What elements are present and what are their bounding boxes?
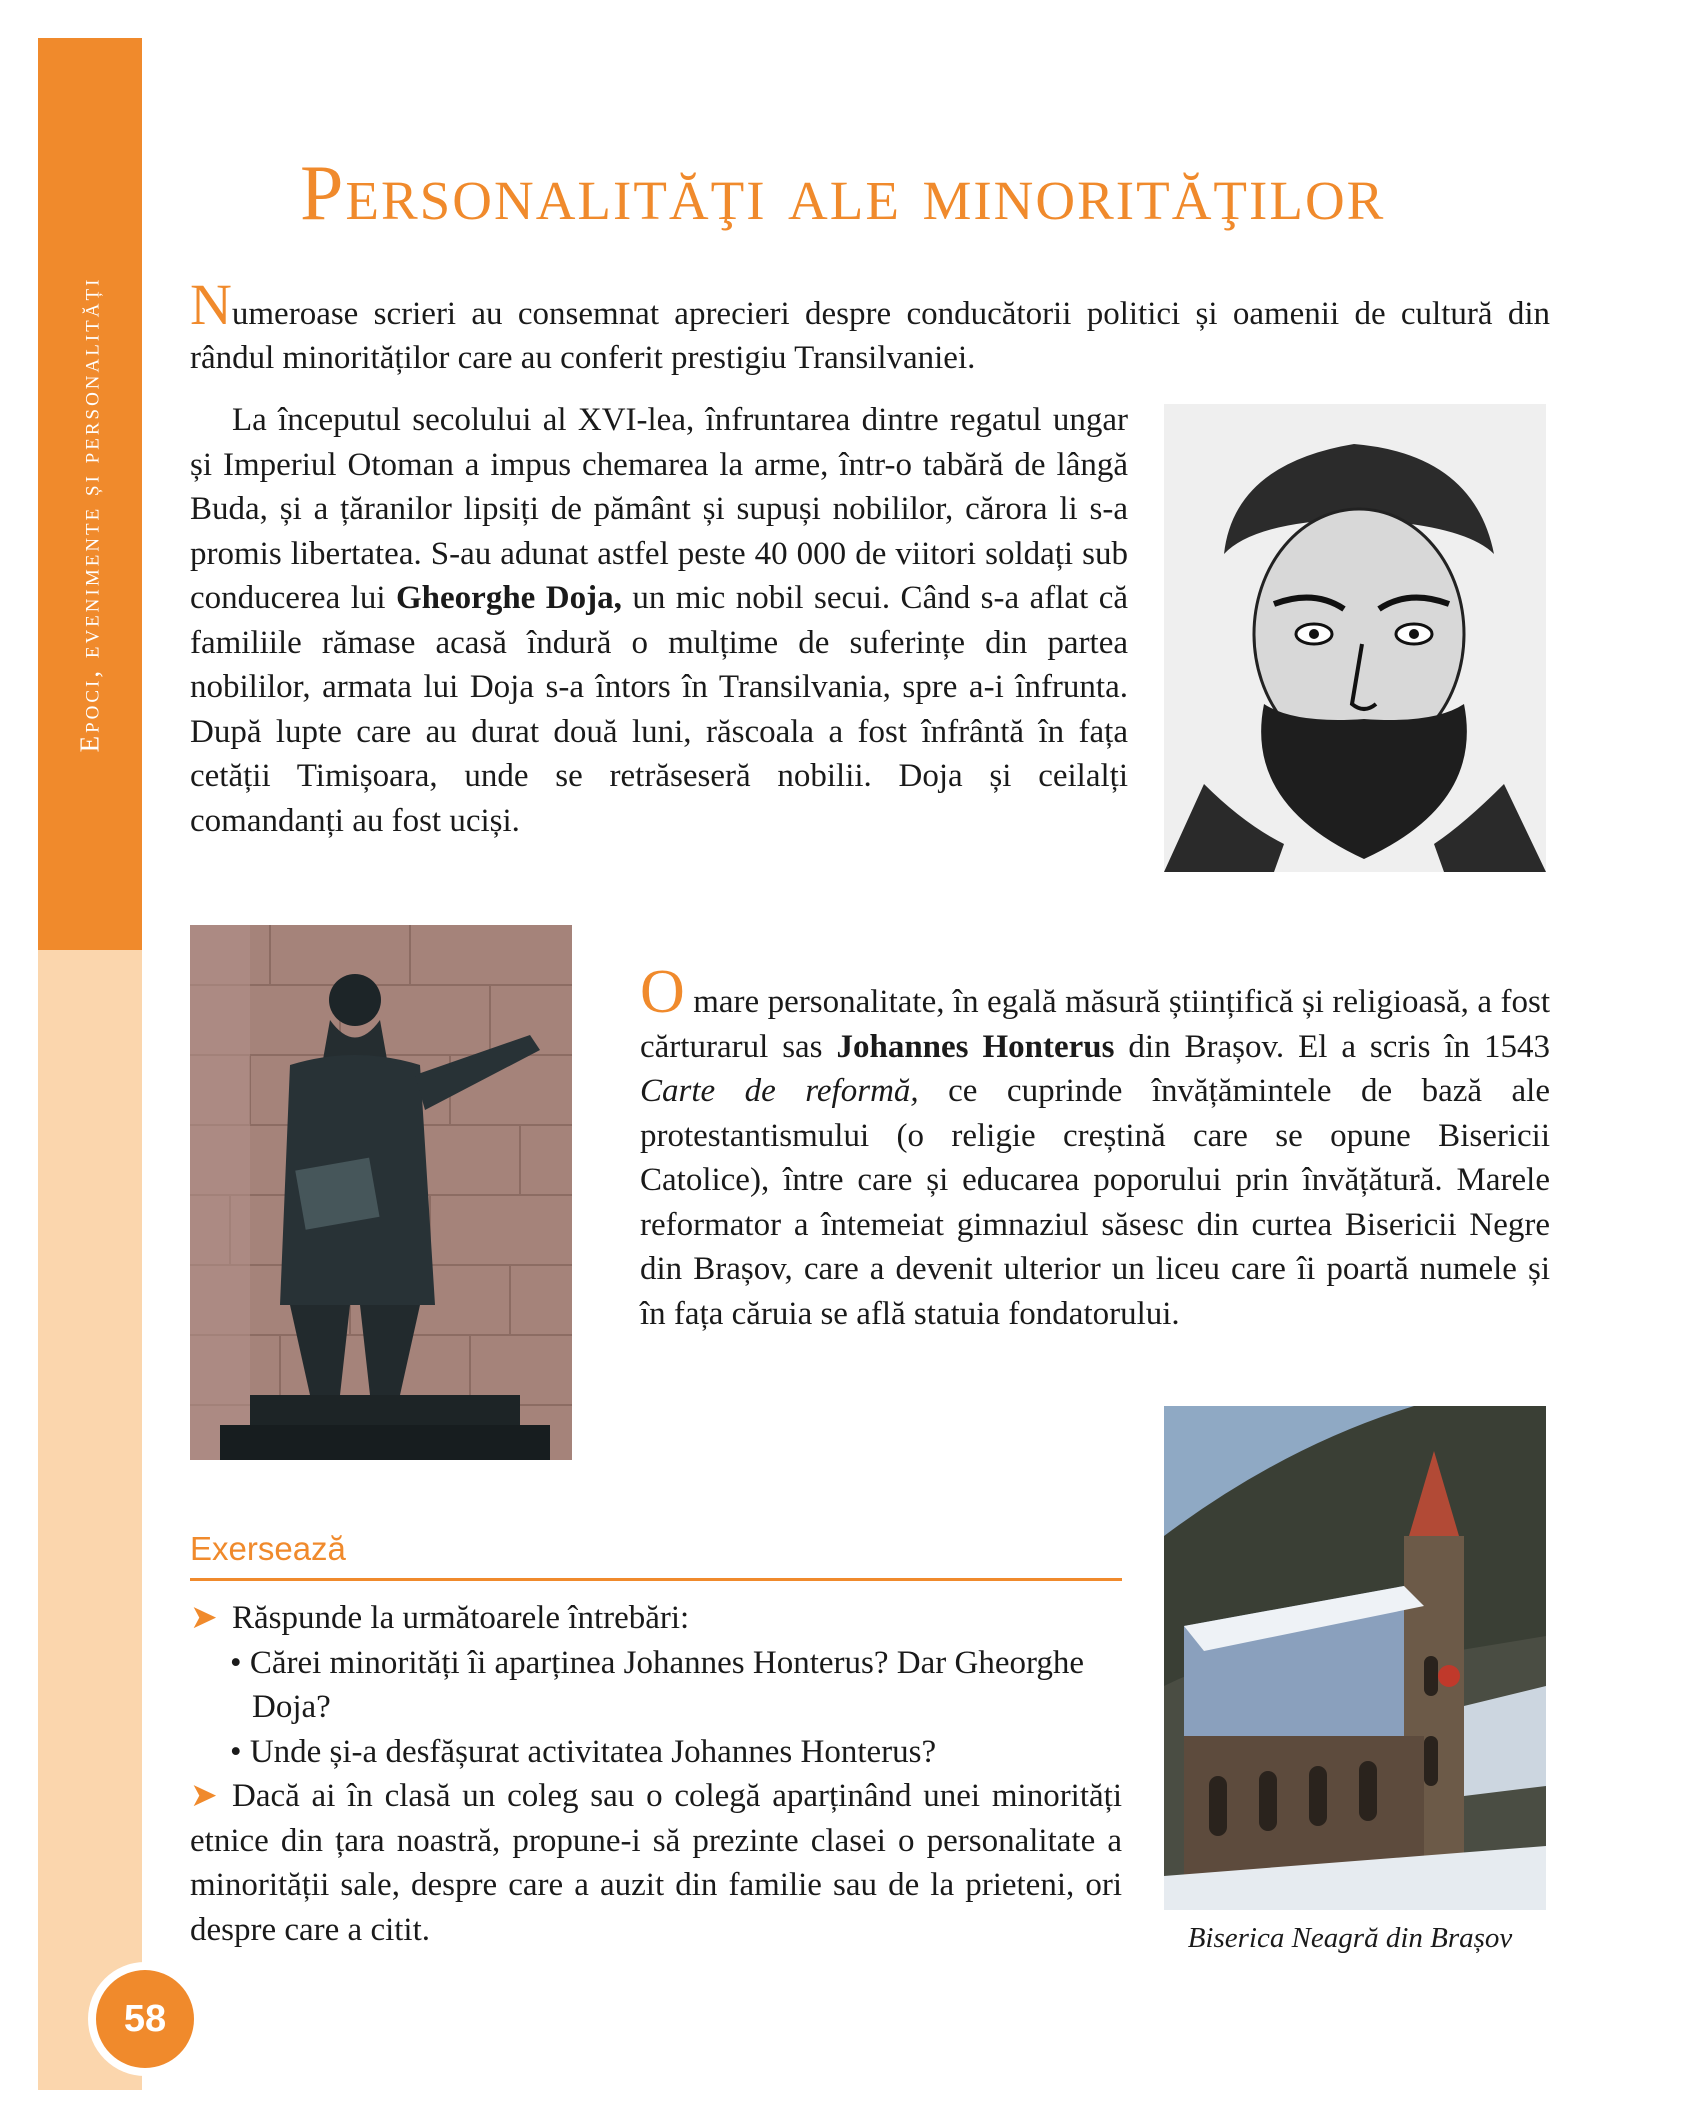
arrow-icon: ➤ [190,1778,218,1814]
page-number: 58 [96,1970,194,2068]
photo-caption: Biserica Neagră din Brașov [1187,1922,1513,1954]
exercise-item-2: ➤ Dacă ai în clasă un coleg sau o colegă aparținând unei minorități etnice din țara noastră, propune-i să prezinte clasei o personalitate a minorității sale, despre care a auzit din familie sau de la prieteni, ori despre care a citit. [190,1774,1122,1952]
name-johannes-honterus: Johannes Honterus [836,1028,1115,1065]
doja-paragraph: La începutul secolului al XVI-lea, înfruntarea dintre regatul ungar și Imperiul Otoman a impus chemarea la arme, într-o tabără de lângă Buda, și a țăranilor lipsiți de pământ și supuși nobililor, cărora li s-a promis libertatea. S-au adunat astfel peste 40 000 de viitori soldați sub conducerea lui Gheorghe Doja, un mic nobil secui. Când s-a aflat că familiile rămase acasă îndură o mulțime de suferințe din partea nobililor, armata lui Doja s-a întors în Transilvania, spre a-i înfrunta. După lupte care au durat două luni, răscoala a fost înfrântă în fața cetății Timișoara, unde se retrăseseră nobilii. Doja și ceilalți comandanți au fost uciși. [190,402,1129,839]
exercise-bullet-1: • Cărei minorități îi aparținea Johannes Honterus? Dar Gheorghe Doja? [230,1644,1085,1725]
exercise-block [190,1596,1122,1952]
honterus-paragraph: O mare personalitate, în egală măsură științifică și religioasă, a fost cărturarul sas Johannes Honterus din Brașov. El a scris în 1543 Carte de reformă, ce cuprinde învățămintele de bază ale protestantismului (o religie creștină care se opune Bisericii Catolice), între care și educarea poporului prin învățătură. Marele reformator a întemeiat gimnaziul săsesc din curtea Bisericii Negre din Brașov, care a devenit ulterior un liceu care îi poartă numele și în fața căruia se află statuia fondatorului. [640,958,1550,1332]
side-band-lower [38,950,142,2090]
doja-portrait-image [1164,404,1546,872]
exercise-item-1: ➤ Răspunde la următoarele întrebări: [190,1596,1122,1641]
chapter-side-label: Epoci, evenimente și personalități [74,276,105,752]
exercise-divider [190,1578,1122,1581]
arrow-icon: ➤ [190,1600,218,1636]
exercise-bullet-2: • Unde și-a desfășurat activitatea Johannes Honterus? [230,1733,937,1770]
honterus-statue-image [190,925,572,1460]
exercise-heading: Exersează [190,1530,346,1567]
intro-paragraph: Numeroase scrieri au consemnat aprecieri despre conducătorii politici și oamenii de cultură din rândul minorităților care au conferit prestigiu Transilvaniei. [190,272,1550,376]
page-title: Personalităţi ale minorităţilor [300,149,1386,236]
drop-cap: N [190,272,232,337]
name-gheorghe-doja: Gheorghe Doja, [396,580,622,616]
drop-cap-o: O [640,958,685,1026]
book-title: Carte de reformă, [640,1073,919,1109]
black-church-image [1164,1406,1546,1910]
